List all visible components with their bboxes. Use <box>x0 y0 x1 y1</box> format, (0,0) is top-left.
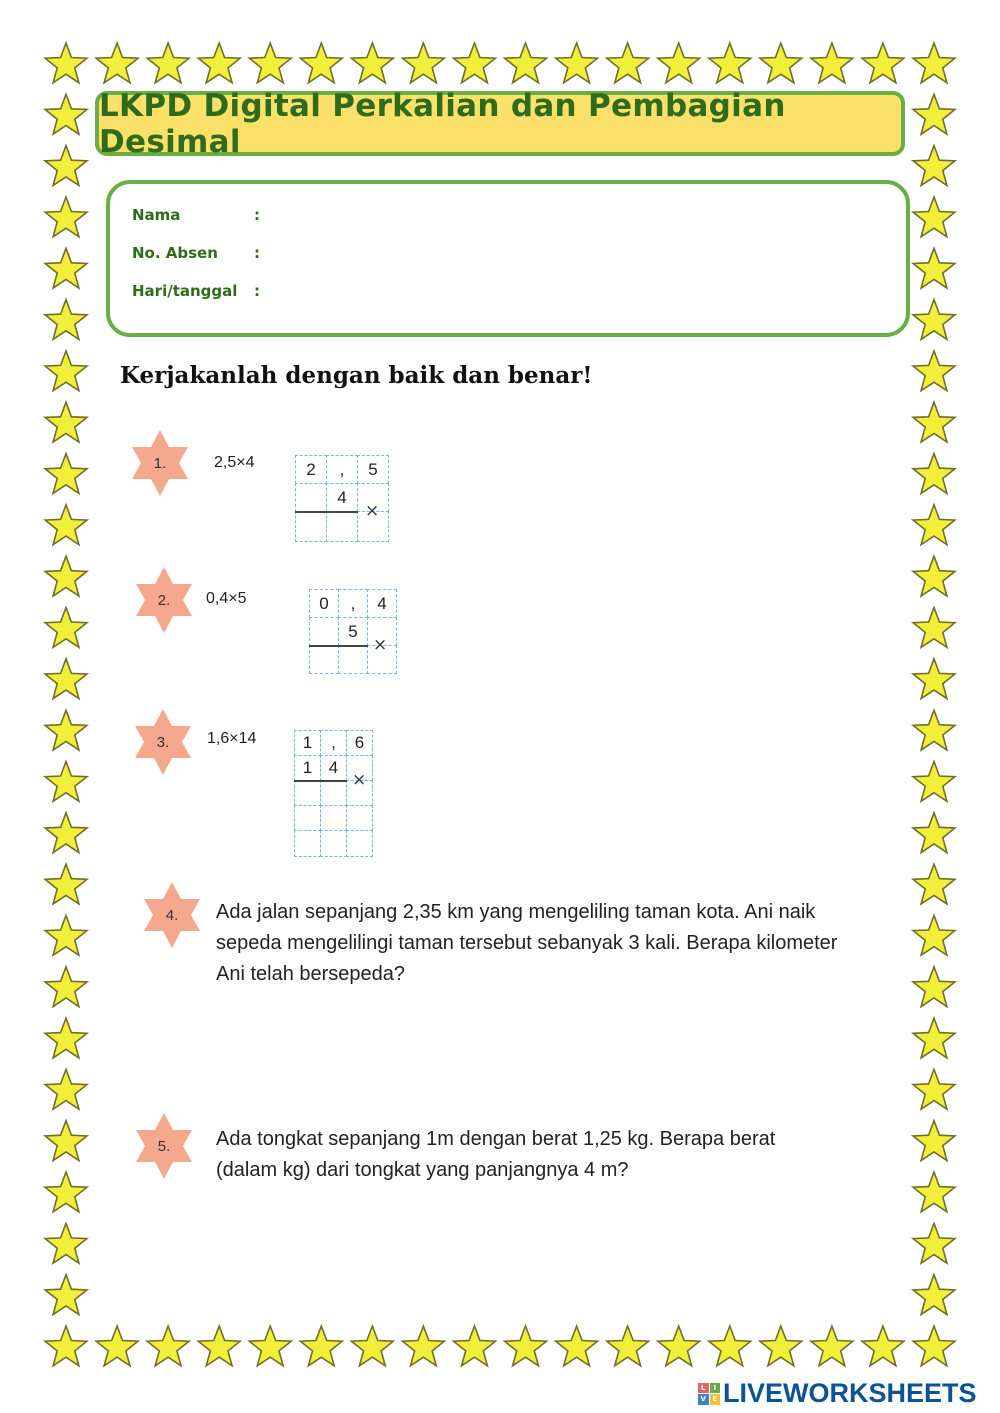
answer-cell[interactable] <box>338 645 368 674</box>
border-star-icon <box>913 915 955 955</box>
name-colon: : <box>254 206 260 224</box>
border-star-icon <box>811 1326 853 1366</box>
border-star-icon <box>913 505 955 545</box>
border-star-icon <box>556 43 598 83</box>
grid-cell[interactable]: , <box>338 589 368 618</box>
border-star-icon <box>913 248 955 288</box>
border-star-icon <box>96 43 138 83</box>
border-star-icon <box>45 967 87 1007</box>
grid-cell[interactable]: 4 <box>326 483 358 512</box>
problem-3-number: 3. <box>156 733 170 751</box>
border-star-icon <box>300 43 342 83</box>
border-star-icon <box>913 1018 955 1058</box>
border-star-icon <box>45 146 87 186</box>
border-star-icon <box>45 659 87 699</box>
border-star-icon <box>658 1326 700 1366</box>
border-star-icon <box>45 94 87 134</box>
instruction-text: Kerjakanlah dengan baik dan benar! <box>120 362 593 389</box>
border-star-icon <box>760 43 802 83</box>
logo-letter: I <box>710 1383 721 1394</box>
border-star-icon <box>913 402 955 442</box>
problem-5-line: (dalam kg) dari tongkat yang panjangnya 4 m? <box>216 1159 629 1181</box>
border-star-icon <box>913 556 955 596</box>
border-star-icon <box>45 197 87 237</box>
border-star-icon <box>454 1326 496 1366</box>
border-star-icon <box>45 248 87 288</box>
problem-3-expression: 1,6×14 <box>207 730 257 747</box>
multiply-sign: × <box>373 635 388 655</box>
sum-line <box>309 645 368 647</box>
border-star-icon <box>862 1326 904 1366</box>
border-star-icon <box>45 710 87 750</box>
problem-4-number: 4. <box>165 906 179 924</box>
border-star-icon <box>198 1326 240 1366</box>
date-row <box>132 282 260 300</box>
border-star-icon <box>45 43 87 83</box>
problem-5-badge <box>129 1111 199 1181</box>
border-star-icon <box>913 454 955 494</box>
sum-line <box>294 780 347 782</box>
border-star-icon <box>913 1121 955 1161</box>
border-star-icon <box>913 1172 955 1212</box>
border-star-icon <box>45 762 87 802</box>
problem-4-line: sepeda mengelilingi taman tersebut sebanyak 3 kali. Berapa kilometer <box>216 932 838 954</box>
problem-5-line: Ada tongkat sepanjang 1m dengan berat 1,25 kg. Berapa berat <box>216 1128 776 1150</box>
grid-cell[interactable]: 1 <box>294 755 321 781</box>
border-star-icon <box>709 1326 751 1366</box>
multiply-sign: × <box>352 770 367 790</box>
border-star-icon <box>45 505 87 545</box>
answer-cell[interactable] <box>309 645 339 674</box>
border-star-icon <box>913 300 955 340</box>
absen-label: No. Absen <box>132 244 218 262</box>
border-star-icon <box>45 1121 87 1161</box>
border-star-icon <box>45 1172 87 1212</box>
name-row <box>132 206 260 224</box>
problem-5-text <box>216 1124 775 1186</box>
problem-4-text <box>216 897 837 990</box>
grid-cell[interactable]: 4 <box>367 589 397 618</box>
border-star-icon <box>45 1018 87 1058</box>
answer-cell[interactable] <box>294 830 321 857</box>
answer-cell[interactable] <box>346 805 373 831</box>
border-star-icon <box>300 1326 342 1366</box>
problem-4-line: Ada jalan sepanjang 2,35 km yang mengeliling taman kota. Ani naik <box>216 901 816 923</box>
answer-cell[interactable] <box>320 805 347 831</box>
border-star-icon <box>147 43 189 83</box>
border-star-icon <box>45 1326 87 1366</box>
logo-letter: V <box>698 1394 709 1405</box>
border-star-icon <box>45 556 87 596</box>
border-star-icon <box>658 43 700 83</box>
border-star-icon <box>607 1326 649 1366</box>
border-star-icon <box>45 813 87 853</box>
multiply-sign: × <box>365 501 380 521</box>
problem-4-line: Ani telah bersepeda? <box>216 963 406 985</box>
problem-1-badge <box>125 428 195 498</box>
border-star-icon <box>45 1223 87 1263</box>
date-colon: : <box>254 282 260 300</box>
sum-line <box>295 511 358 513</box>
border-star-icon <box>45 1275 87 1315</box>
answer-cell[interactable] <box>346 830 373 857</box>
border-star-icon <box>913 710 955 750</box>
border-star-icon <box>45 915 87 955</box>
grid-cell[interactable]: 5 <box>357 455 389 484</box>
border-star-icon <box>505 1326 547 1366</box>
grid-cell[interactable]: 5 <box>338 617 368 646</box>
answer-cell[interactable] <box>326 511 358 542</box>
border-star-icon <box>45 864 87 904</box>
grid-cell[interactable]: 4 <box>320 755 347 781</box>
liveworksheets-icon <box>698 1383 720 1405</box>
border-star-icon <box>505 43 547 83</box>
border-star-icon <box>351 1326 393 1366</box>
border-star-icon <box>45 1069 87 1109</box>
identity-box <box>106 180 910 337</box>
border-star-icon <box>709 43 751 83</box>
problem-2-badge <box>129 565 199 635</box>
border-star-icon <box>760 1326 802 1366</box>
border-star-icon <box>913 967 955 1007</box>
border-star-icon <box>913 813 955 853</box>
problem-1-number: 1. <box>153 454 167 472</box>
absen-colon: : <box>254 244 260 262</box>
border-star-icon <box>913 1223 955 1263</box>
answer-cell[interactable] <box>294 780 321 806</box>
border-star-icon <box>607 43 649 83</box>
border-star-icon <box>45 300 87 340</box>
border-star-icon <box>45 608 87 648</box>
border-star-icon <box>249 43 291 83</box>
border-star-icon <box>45 402 87 442</box>
grid-cell[interactable]: , <box>326 455 358 484</box>
border-star-icon <box>198 43 240 83</box>
border-star-icon <box>913 1069 955 1109</box>
name-label: Nama <box>132 206 181 224</box>
border-star-icon <box>913 197 955 237</box>
problem-3-badge <box>128 707 198 777</box>
border-star-icon <box>45 351 87 391</box>
border-star-icon <box>913 864 955 904</box>
border-star-icon <box>811 43 853 83</box>
problem-4-badge <box>137 880 207 950</box>
liveworksheets-logo[interactable] <box>698 1378 977 1409</box>
border-star-icon <box>147 1326 189 1366</box>
border-star-icon <box>913 351 955 391</box>
border-star-icon <box>403 43 445 83</box>
border-star-icon <box>913 146 955 186</box>
border-star-icon <box>249 1326 291 1366</box>
border-star-icon <box>862 43 904 83</box>
answer-cell[interactable] <box>320 830 347 857</box>
logo-letter: E <box>710 1394 721 1405</box>
logo-text: LIVEWORKSHEETS <box>723 1378 977 1408</box>
grid-cell[interactable]: , <box>320 730 347 756</box>
title-banner <box>95 87 905 160</box>
border-star-icon <box>913 43 955 83</box>
border-star-icon <box>913 1275 955 1315</box>
problem-2-expression: 0,4×5 <box>206 590 247 607</box>
border-star-icon <box>556 1326 598 1366</box>
answer-cell[interactable] <box>320 780 347 806</box>
border-star-icon <box>403 1326 445 1366</box>
border-star-icon <box>454 43 496 83</box>
border-star-icon <box>45 454 87 494</box>
page-title: LKPD Digital Perkalian dan Pembagian Desimal <box>99 87 786 160</box>
border-star-icon <box>351 43 393 83</box>
grid-cell[interactable] <box>309 617 339 646</box>
border-star-icon <box>913 659 955 699</box>
problem-2-number: 2. <box>157 591 171 609</box>
border-star-icon <box>96 1326 138 1366</box>
problem-1-expression: 2,5×4 <box>214 454 255 471</box>
border-star-icon <box>913 94 955 134</box>
problem-5-number: 5. <box>157 1137 171 1155</box>
answer-cell[interactable] <box>294 805 321 831</box>
border-star-icon <box>913 762 955 802</box>
logo-letter: L <box>698 1383 709 1394</box>
grid-cell[interactable]: 1 <box>294 730 321 756</box>
border-star-icon <box>913 608 955 648</box>
grid-cell[interactable]: 6 <box>346 730 373 756</box>
grid-cell[interactable]: 2 <box>295 455 327 484</box>
date-label: Hari/tanggal <box>132 282 238 300</box>
grid-cell[interactable] <box>295 483 327 512</box>
absen-row <box>132 244 260 262</box>
answer-cell[interactable] <box>295 511 327 542</box>
grid-cell[interactable]: 0 <box>309 589 339 618</box>
border-star-icon <box>913 1326 955 1366</box>
